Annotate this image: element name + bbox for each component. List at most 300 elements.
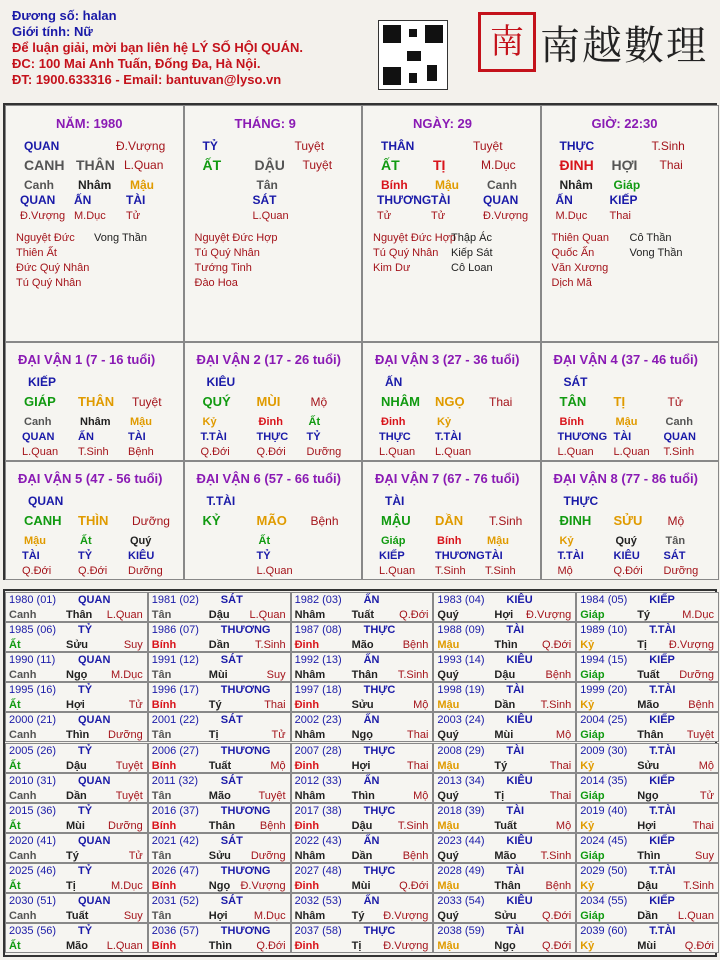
year-label: 2018 (39) <box>437 804 485 817</box>
year-can: Ất <box>9 639 21 652</box>
year-chi: Hợi <box>637 819 657 832</box>
year-god: QUAN <box>78 774 111 787</box>
year-label: 2037 (58) <box>294 925 342 938</box>
year-cell <box>576 622 719 652</box>
year-chi: Mão <box>66 940 88 953</box>
year-cell <box>433 652 576 682</box>
year-label: 2030 (51) <box>9 895 57 907</box>
dai-van-chi: MÙI <box>256 394 281 409</box>
year-cell <box>291 712 434 742</box>
dai-van-state: Mộ <box>310 395 328 409</box>
year-state: Bệnh <box>545 879 572 892</box>
year-cell <box>148 803 291 833</box>
year-god: T.TÀI <box>649 804 676 817</box>
hidden-god: KIẾP <box>379 550 405 562</box>
dai-van-chi: DẦN <box>435 513 464 528</box>
hidden-stem: Canh <box>487 178 517 192</box>
year-can: Giáp <box>580 849 605 862</box>
year-chi: Dần <box>208 639 230 652</box>
year-label: 1998 (19) <box>437 684 485 697</box>
year-can: Mậu <box>437 940 460 953</box>
dai-van-can: MẬU <box>381 513 411 528</box>
pillar-chi-state: Tuyệt <box>302 158 333 172</box>
pillar-chi: THÂN <box>76 157 115 173</box>
year-can: Canh <box>9 910 37 922</box>
year-god: THƯƠNG <box>220 624 271 637</box>
year-label: 2017 (38) <box>294 804 342 817</box>
year-chi: Tuất <box>351 609 374 621</box>
year-can: Canh <box>9 609 37 621</box>
year-chi: Mùi <box>494 729 514 742</box>
year-state: Mộ <box>413 789 429 802</box>
year-god: TỶ <box>78 744 93 757</box>
year-state: Tử <box>128 849 143 862</box>
year-label: 2027 (48) <box>294 864 342 877</box>
year-god: THỰC <box>363 864 396 877</box>
hidden-state: L.Quan <box>379 565 416 577</box>
year-state: Q.Đới <box>541 940 572 953</box>
hidden-stem: Quý <box>130 535 152 547</box>
year-god: TỶ <box>78 684 93 697</box>
year-label: 1991 (12) <box>151 654 199 667</box>
year-chi: Dậu <box>637 879 658 892</box>
year-label: 2005 (26) <box>9 744 57 757</box>
year-cell <box>291 803 434 833</box>
year-chi: Ngọ <box>208 879 231 892</box>
year-state: Mộ <box>698 759 714 772</box>
year-god: SÁT <box>220 895 243 907</box>
star-name: Tú Quý Nhân <box>194 247 260 259</box>
hidden-god: THƯƠNG <box>377 193 432 207</box>
year-label: 2019 (40) <box>580 804 628 817</box>
year-state: Suy <box>266 669 286 682</box>
year-god: TÀI <box>506 624 525 637</box>
year-chi: Dần <box>66 789 87 802</box>
hidden-state: Q.Đới <box>200 446 230 458</box>
year-can: Giáp <box>580 789 605 802</box>
year-label: 1993 (14) <box>437 654 485 667</box>
year-state: Thai <box>406 759 429 772</box>
pillar-cell <box>5 105 184 342</box>
year-state: Mộ <box>555 819 572 832</box>
year-label: 1999 (20) <box>580 684 628 697</box>
year-label: 2039 (60) <box>580 925 628 938</box>
dai-van-cell <box>362 461 541 580</box>
star-name: Nguyệt Đức Hợp <box>373 232 457 244</box>
year-god: KIẾP <box>649 714 675 727</box>
dai-van-god: KIẾP <box>28 375 57 389</box>
hidden-state: L.Quan <box>557 446 594 458</box>
year-cell <box>5 833 148 863</box>
year-table <box>3 589 717 957</box>
year-cell <box>5 592 148 622</box>
hidden-stem: Mậu <box>130 178 154 192</box>
year-label: 1982 (03) <box>294 594 342 606</box>
year-cell <box>5 743 148 773</box>
pillar-chi: TỊ <box>433 157 446 173</box>
star-name: Đào Hoa <box>194 277 238 289</box>
hidden-stem: Canh <box>24 178 54 192</box>
year-cell <box>291 893 434 923</box>
dai-van-cell <box>362 342 541 461</box>
year-god: THỰC <box>363 804 396 817</box>
star-name: Văn Xương <box>551 262 609 274</box>
hidden-state: Dưỡng <box>128 565 163 577</box>
dai-van-cell <box>541 342 720 461</box>
year-can: Nhâm <box>294 669 326 682</box>
pillar-title: GIỜ: 22:30 <box>591 116 658 131</box>
year-label: 1989 (10) <box>580 624 628 637</box>
year-chi: Mùi <box>208 669 228 682</box>
year-state: Đ.Vượng <box>383 910 429 922</box>
hidden-stem: Giáp <box>381 535 406 547</box>
dai-van-god: KIÊU <box>206 375 236 389</box>
hidden-stem: Ất <box>308 416 321 428</box>
year-label: 1983 (04) <box>437 594 485 606</box>
hidden-stem: Mậu <box>435 178 459 192</box>
hidden-god: SÁT <box>663 550 686 562</box>
year-cell <box>148 622 291 652</box>
year-chi: Tị <box>494 789 505 802</box>
year-god: KIÊU <box>506 654 533 667</box>
year-can: Giáp <box>580 729 605 742</box>
year-chi: Tị <box>66 879 76 892</box>
hidden-stem: Canh <box>24 416 52 428</box>
year-label: 2034 (55) <box>580 895 628 907</box>
year-god: THỰC <box>363 744 396 757</box>
year-can: Đinh <box>294 699 320 712</box>
year-chi: Tị <box>208 729 219 742</box>
dai-van-chi: TỊ <box>613 394 626 409</box>
year-cell <box>291 743 434 773</box>
year-state: Thai <box>549 759 572 772</box>
year-cell <box>148 863 291 893</box>
star-name: Tú Quý Nhân <box>16 277 82 289</box>
pillar-title: NGÀY: 29 <box>413 116 472 131</box>
dai-van-state: Tuyệt <box>132 395 162 409</box>
year-can: Quý <box>437 910 459 922</box>
year-state: Bệnh <box>545 669 572 682</box>
year-cell <box>576 743 719 773</box>
year-can: Kỷ <box>580 699 595 712</box>
year-cell <box>433 622 576 652</box>
star-name: Tướng Tinh <box>194 262 252 274</box>
year-god: ẤN <box>363 654 380 667</box>
year-label: 1994 (15) <box>580 654 628 667</box>
hidden-god: ẤN <box>555 193 573 207</box>
year-god: THỰC <box>363 684 396 697</box>
year-label: 1986 (07) <box>151 624 199 637</box>
year-state: Bệnh <box>688 699 714 712</box>
year-state: Đ.Vượng <box>240 879 286 892</box>
dai-van-cell <box>184 342 363 461</box>
year-state: Bệnh <box>402 639 429 652</box>
year-label: 1987 (08) <box>294 624 342 637</box>
hidden-god: TỶ <box>306 431 321 443</box>
year-state: Thai <box>406 729 429 742</box>
year-chi: Thìn <box>637 849 661 862</box>
pillar-cell <box>362 105 541 342</box>
hidden-stem: Kỷ <box>559 535 574 547</box>
year-state: M.Dục <box>682 609 714 621</box>
year-label: 2024 (45) <box>580 834 628 847</box>
dai-van-can: ĐINH <box>559 513 592 528</box>
pillar-chi: HỢI <box>611 157 638 173</box>
year-cell <box>148 923 291 953</box>
year-can: Giáp <box>580 609 605 621</box>
hidden-stem: Mậu <box>130 416 152 428</box>
hidden-god: QUAN <box>22 431 55 443</box>
year-cell <box>576 833 719 863</box>
year-can: Ất <box>9 699 21 712</box>
year-god: ẤN <box>363 714 380 727</box>
pillar-can: CANH <box>24 157 65 173</box>
hidden-state: Thai <box>609 210 631 222</box>
year-label: 1980 (01) <box>9 594 57 606</box>
hidden-state: Q.Đới <box>22 565 52 577</box>
year-chi: Thìn <box>351 789 375 802</box>
year-god: SÁT <box>220 654 243 667</box>
year-god: TỶ <box>78 624 93 637</box>
dai-van-title: ĐẠI VẬN 4 (37 - 46 tuổi) <box>553 352 698 367</box>
year-can: Giáp <box>580 669 605 682</box>
dai-van-state: Dưỡng <box>132 514 170 528</box>
year-state: L.Quan <box>106 609 143 621</box>
hidden-god: T.TÀI <box>557 550 584 562</box>
year-label: 2028 (49) <box>437 864 485 877</box>
hidden-state: L.Quan <box>256 565 293 577</box>
year-state: M.Dục <box>111 879 143 892</box>
year-cell <box>433 923 576 953</box>
year-state: Dưỡng <box>679 669 714 682</box>
year-chi: Thân <box>494 879 521 892</box>
brand-logo: 南越數理 <box>540 23 708 69</box>
dai-van-state: Bệnh <box>310 514 339 528</box>
year-chi: Mão <box>351 639 374 652</box>
year-label: 2020 (41) <box>9 834 57 847</box>
year-god: KIÊU <box>506 895 533 907</box>
dai-van-chi: MÃO <box>256 513 287 528</box>
year-label: 1997 (18) <box>294 684 342 697</box>
dai-van-can: NHÂM <box>381 394 420 409</box>
year-state: Tuyệt <box>258 789 286 802</box>
hidden-god: TÀI <box>22 550 40 562</box>
dai-van-state: Mộ <box>667 514 685 528</box>
year-can: Quý <box>437 789 459 802</box>
hidden-god: T.TÀI <box>435 431 462 443</box>
year-chi: Dần <box>351 849 373 862</box>
year-can: Bính <box>151 940 177 953</box>
hidden-state: M.Dục <box>555 210 588 222</box>
hidden-god: QUAN <box>483 193 519 207</box>
year-cell <box>148 592 291 622</box>
year-chi: Sửu <box>351 699 374 712</box>
dai-van-god: T.TÀI <box>206 494 236 508</box>
year-god: SÁT <box>220 594 243 606</box>
year-state: Suy <box>123 639 143 652</box>
year-chi: Sửu <box>494 910 517 922</box>
year-can: Bính <box>151 639 177 652</box>
year-chi: Dậu <box>494 669 516 682</box>
year-state: Tử <box>271 729 286 742</box>
year-label: 2021 (42) <box>151 834 199 847</box>
year-god: TÀI <box>506 744 525 757</box>
year-state: Thai <box>549 789 572 802</box>
year-can: Đinh <box>294 940 320 953</box>
year-god: TỶ <box>78 925 93 938</box>
year-chi: Tị <box>351 940 362 953</box>
year-god: KIÊU <box>506 594 533 606</box>
hidden-god: TỶ <box>256 550 271 562</box>
dai-van-title: ĐẠI VẬN 3 (27 - 36 tuổi) <box>375 352 520 367</box>
year-god: THƯƠNG <box>220 744 271 757</box>
hidden-state: T.Sinh <box>663 446 695 458</box>
hidden-stem: Tân <box>665 535 686 547</box>
year-can: Nhâm <box>294 849 326 862</box>
hidden-state: M.Dục <box>74 210 106 222</box>
year-cell <box>576 863 719 893</box>
year-cell <box>148 743 291 773</box>
pillar-top-state: Tuyệt <box>473 139 503 153</box>
gender: Giới tính: Nữ <box>12 24 93 39</box>
year-cell <box>148 833 291 863</box>
star-name: Đức Quý Nhân <box>16 262 90 274</box>
year-state: Tử <box>128 699 143 712</box>
hidden-god: TÀI <box>613 431 632 443</box>
hidden-stem: Tân <box>256 178 278 192</box>
year-cell <box>5 773 148 803</box>
year-can: Canh <box>9 729 37 742</box>
year-god: QUAN <box>78 654 111 667</box>
year-can: Tân <box>151 609 172 621</box>
phone-email: ĐT: 1900.633316 - Email: bantuvan@lyso.vn <box>12 72 282 87</box>
year-label: 2014 (35) <box>580 774 628 787</box>
year-god: THƯƠNG <box>220 864 271 877</box>
year-can: Bính <box>151 879 177 892</box>
hidden-god: QUAN <box>20 193 56 207</box>
year-god: QUAN <box>78 895 111 907</box>
hidden-state: L.Quan <box>252 210 289 222</box>
year-can: Nhâm <box>294 910 326 922</box>
year-can: Kỷ <box>580 819 595 832</box>
hidden-state: Tử <box>126 210 141 222</box>
year-chi: Hợi <box>66 699 85 712</box>
year-label: 2004 (25) <box>580 714 628 727</box>
dai-van-state: T.Sinh <box>489 514 523 528</box>
pillar-chi-state: M.Dục <box>481 158 516 172</box>
year-label: 2000 (21) <box>9 714 57 727</box>
year-label: 2016 (37) <box>151 804 199 817</box>
year-can: Kỷ <box>580 879 595 892</box>
year-god: KIÊU <box>506 834 533 847</box>
hidden-state: Q.Đới <box>256 446 286 458</box>
hidden-god: KIÊU <box>128 550 155 562</box>
year-cell <box>433 712 576 742</box>
year-label: 2023 (44) <box>437 834 485 847</box>
year-cell <box>148 893 291 923</box>
year-god: T.TÀI <box>649 624 676 637</box>
year-label: 2002 (23) <box>294 714 342 727</box>
year-god: KIÊU <box>506 774 533 787</box>
year-chi: Mùi <box>351 879 371 892</box>
year-can: Đinh <box>294 879 320 892</box>
dai-van-title: ĐẠI VẬN 2 (17 - 26 tuổi) <box>196 352 341 367</box>
star-name: Thập Ác <box>451 232 492 244</box>
hidden-state: Q.Đới <box>613 565 643 577</box>
year-label: 2015 (36) <box>9 804 57 817</box>
dai-van-cell <box>5 342 184 461</box>
dai-van-title: ĐẠI VẬN 1 (7 - 16 tuổi) <box>18 352 156 367</box>
year-state: Đ.Vượng <box>668 639 714 652</box>
year-state: Thai <box>692 819 714 832</box>
pillar-can: ĐINH <box>559 157 594 173</box>
year-state: Suy <box>123 910 143 922</box>
year-state: Bệnh <box>259 819 286 832</box>
seal-stamp: 南 <box>478 12 536 72</box>
dai-van-god: ẤN <box>385 375 403 389</box>
year-chi: Mão <box>494 849 517 862</box>
year-state: Q.Đới <box>256 940 286 953</box>
address: ĐC: 100 Mai Anh Tuấn, Đống Đa, Hà Nội. <box>12 56 261 71</box>
year-can: Ất <box>9 940 21 953</box>
year-label: 2026 (47) <box>151 864 199 877</box>
year-label: 1992 (13) <box>294 654 342 667</box>
year-label: 2032 (53) <box>294 895 342 907</box>
pillar-chi-state: L.Quan <box>124 158 164 172</box>
year-god: KIẾP <box>649 594 675 606</box>
dai-van-cell <box>5 461 184 580</box>
year-label: 2011 (32) <box>151 774 199 787</box>
year-can: Tân <box>151 729 172 742</box>
year-can: Mậu <box>437 639 460 652</box>
year-label: 2035 (56) <box>9 925 57 938</box>
hidden-stem: Nhâm <box>80 416 111 428</box>
hidden-state: Tử <box>431 210 446 222</box>
hidden-god: QUAN <box>663 431 696 443</box>
pillar-top-god: QUAN <box>24 139 60 153</box>
year-god: TỶ <box>78 804 93 817</box>
hidden-state: L.Quan <box>613 446 650 458</box>
year-god: T.TÀI <box>649 744 676 757</box>
year-can: Nhâm <box>294 609 326 621</box>
year-state: Dưỡng <box>108 729 143 742</box>
year-state: Đ.Vượng <box>526 609 572 621</box>
year-state: Q.Đới <box>684 940 714 953</box>
hidden-stem: Bính <box>559 416 584 428</box>
year-label: 2013 (34) <box>437 774 485 787</box>
year-cell <box>576 712 719 742</box>
year-state: Mộ <box>270 759 286 772</box>
star-name: Kiếp Sát <box>451 247 493 259</box>
year-chi: Dần <box>494 699 516 712</box>
year-chi: Tuất <box>208 759 232 772</box>
pillar-top-state: T.Sinh <box>651 139 685 153</box>
year-state: T.Sinh <box>540 849 572 862</box>
year-god: TỶ <box>78 864 93 877</box>
qr-code-icon[interactable] <box>378 20 448 90</box>
year-cell <box>576 923 719 953</box>
hidden-state: Đ.Vượng <box>20 210 66 222</box>
year-cell <box>433 682 576 712</box>
year-label: 2006 (27) <box>151 744 199 757</box>
dai-van-state: Tử <box>667 395 683 409</box>
year-chi: Tý <box>66 849 79 862</box>
year-can: Tân <box>151 849 172 862</box>
hidden-stem: Kỷ <box>437 416 452 428</box>
year-can: Canh <box>9 789 37 802</box>
dai-van-can: QUÝ <box>202 394 231 409</box>
hidden-state: Dưỡng <box>306 446 342 458</box>
